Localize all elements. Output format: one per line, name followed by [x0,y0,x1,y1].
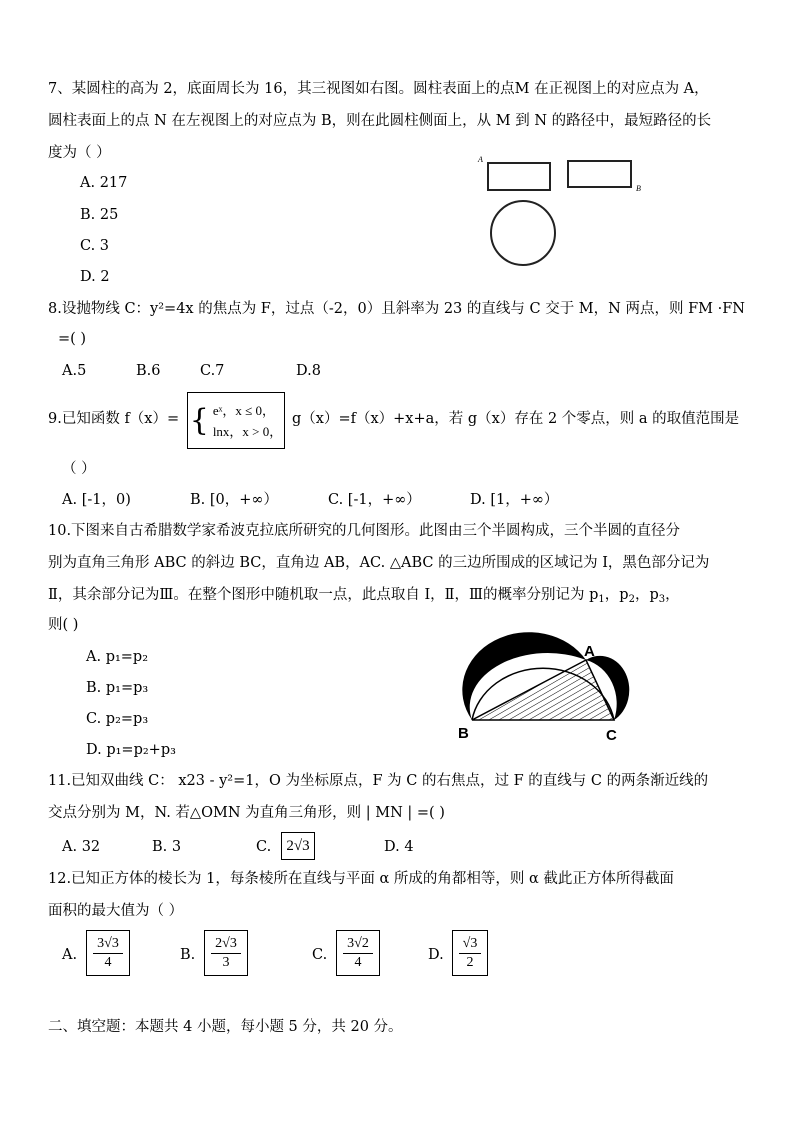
q8-option-c: C.7 [200,363,225,379]
q10-option-d: D. p₁=p₂+p₃ [86,742,176,758]
q10-line3: Ⅱ，其余部分记为Ⅲ。在整个图形中随机取一点，此点取自 I，Ⅱ，Ⅲ的概率分别记为 $p_1$，$p_2$，$p_3$， [48,587,680,605]
fig-label-a: A [478,155,483,164]
q10-line4: 则( ) [48,617,79,633]
q12-option-c-label: C. [312,947,328,963]
q9-piecewise-box [187,392,285,449]
section-2-heading: 二、填空题：本题共 4 小题，每小题 5 分，共 20 分。 [48,1019,403,1035]
numerator: 3√2 [347,935,369,951]
label-a: A [584,643,595,660]
numerator: 3√3 [97,935,119,951]
q9-option-a: A. [-1，0) [62,492,131,508]
q9-option-d: D. [1，+∞） [470,492,559,508]
q12-option-d-fraction [452,930,488,976]
q12-option-a-fraction [86,930,130,976]
q10-line3-text: Ⅱ，其余部分记为Ⅲ。在整个图形中随机取一点，此点取自 I，Ⅱ，Ⅲ的概率分别记为 p [48,587,599,603]
q8-option-b: B.6 [136,363,161,379]
q8-option-d: D.8 [296,363,321,379]
left-brace: { [189,402,209,438]
q11-option-b: B. 3 [152,839,182,855]
denominator: 3 [222,954,230,970]
q12-option-b-label: B. [180,947,196,963]
numerator: √3 [462,935,478,951]
numerator: 2√3 [215,935,237,951]
denominator: 2 [466,954,474,970]
q9-prefix: 9.已知函数 f（x）= [48,411,180,427]
q8-line1: 8.设抛物线 C：y²=4x 的焦点为 F，过点（-2，0）且斜率为 23 的直线与 C 交于 M，N 两点，则 FM ·FN [48,301,745,317]
q7-option-c: C. 3 [80,238,110,254]
q7-three-view-figure [472,152,652,266]
q7-option-a: A. 217 [80,175,128,191]
q9-piece-1: eˣ，x ≤ 0， [212,402,275,418]
fig-label-b: B [636,184,641,193]
q9-option-b: B. [0，+∞） [190,492,278,508]
q10-line1: 10.下图来自古希腊数学家希波克拉底所研究的几何图形。此图由三个半圆构成，三个半圆的直径分 [48,523,681,539]
q8-option-a: A.5 [62,363,87,379]
q11-option-c-label: C. [256,839,272,855]
front-view-rect [488,163,550,190]
q12-option-d-label: D. [428,947,444,963]
q10-option-c: C. p₂=p₃ [86,711,149,727]
q11-option-c-value: 2√3 [281,832,315,860]
q9-option-c: C. [-1，+∞） [328,492,421,508]
q7-option-d: D. 2 [80,269,110,285]
q11-option-d: D. 4 [384,839,414,855]
q12-line2: 面积的最大值为（ ） [48,903,184,919]
q12-option-c-fraction [336,930,380,976]
q12-line1: 12.已知正方体的棱长为 1，每条棱所在直线与平面 α 所成的角都相等，则 α 截此正方体所得截面 [48,871,674,887]
denominator: 4 [104,954,112,970]
q7-line3: 度为（ ） [48,145,111,161]
q7-option-b: B. 25 [80,207,119,223]
q9-piece-2: lnx，x > 0， [212,423,283,439]
q9-suffix: g（x）=f（x）+x+a，若 g（x）存在 2 个零点，则 a 的取值范围是 [292,411,740,427]
q11-line1: 11.已知双曲线 C： x23 - y²=1，O 为坐标原点，F 为 C 的右焦点，过 F 的直线与 C 的两条渐近线的 [48,773,709,789]
hippocrates-lune-figure [448,622,648,746]
label-b: B [458,725,469,742]
q11-line2: 交点分别为 M，N. 若△OMN 为直角三角形，则 | MN | =( ) [48,805,445,821]
q8-line2: =( ) [58,331,87,347]
q10-line2: 别为直角三角形 ABC 的斜边 BC，直角边 AB，AC. △ABC 的三边所围成的区域记为 I，黑色部分记为 [48,555,710,571]
label-c: C [606,727,617,744]
q7-line2: 圆柱表面上的点 N 在左视图上的对应点为 B，则在此圆柱侧面上，从 M 到 N 的路径中，最短路径的长 [48,113,712,129]
q7-line1: 7、某圆柱的高为 2，底面周长为 16，其三视图如右图。圆柱表面上的点M 在正视图上的对应点为 A， [48,81,709,97]
q12-option-a-label: A. [62,947,78,963]
q11-option-a: A. 32 [62,839,101,855]
q10-option-a: A. p₁=p₂ [86,649,149,665]
denominator: 4 [354,954,362,970]
q10-option-b: B. p₁=p₃ [86,680,149,696]
top-view-circle [491,201,555,265]
side-view-rect [568,161,631,187]
q12-option-b-fraction [204,930,248,976]
q9-line2: （ ） [62,461,96,477]
